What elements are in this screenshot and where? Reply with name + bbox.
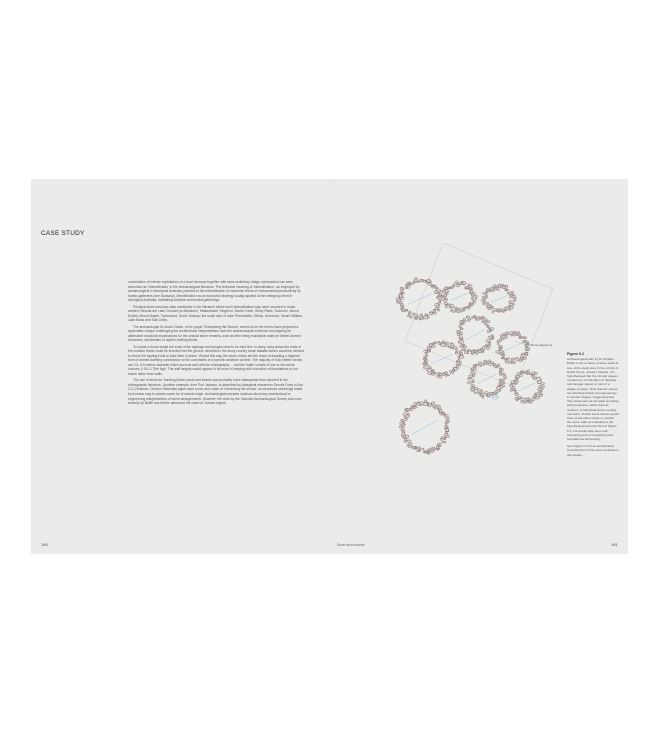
- stone: [540, 392, 542, 394]
- stone: [505, 285, 507, 288]
- stone: [496, 387, 500, 390]
- page-number-left: 190: [41, 542, 48, 547]
- stone: [474, 392, 478, 394]
- stone: [420, 279, 422, 282]
- stone: [515, 380, 518, 383]
- stone: [450, 309, 452, 312]
- stone: [429, 281, 432, 283]
- stone: [520, 356, 524, 358]
- caption-paragraph: See Figure 6.3 for an architectural reconstruction of the area enclosed in this square.: [567, 444, 619, 457]
- stone: [431, 345, 435, 347]
- stone: [467, 316, 470, 318]
- stone: [505, 358, 507, 359]
- stone: [508, 308, 510, 311]
- book-spread: [31, 179, 628, 554]
- stone: [486, 340, 489, 343]
- axis-line: [477, 374, 496, 384]
- stone: [472, 379, 474, 381]
- stone: [469, 375, 473, 377]
- stone: [469, 319, 471, 320]
- stone: [497, 288, 499, 291]
- body-text: [128, 280, 306, 407]
- stone: [440, 438, 444, 440]
- axis-line: [519, 383, 536, 391]
- stone: [509, 301, 512, 304]
- stone: [441, 297, 444, 300]
- stone: [424, 280, 426, 282]
- stone: [419, 447, 421, 450]
- stone: [480, 395, 483, 397]
- stone: [538, 377, 540, 378]
- stone: [403, 413, 407, 416]
- stone: [475, 364, 478, 366]
- stone: [535, 392, 539, 394]
- stone: [445, 344, 449, 347]
- stone: [540, 379, 542, 381]
- section-label: CASE STUDY: [41, 230, 85, 237]
- stone: [433, 309, 435, 312]
- stone: [450, 343, 454, 345]
- stone: [472, 298, 474, 300]
- stone: [444, 426, 448, 428]
- stone: [429, 283, 432, 286]
- stone: [404, 440, 407, 442]
- stone: [502, 333, 504, 335]
- stone: [445, 432, 448, 434]
- stone: [460, 345, 463, 347]
- page-number-right: 191: [611, 542, 618, 547]
- stone: [419, 318, 421, 320]
- stone: [407, 409, 409, 412]
- stone: [408, 440, 412, 443]
- stone: [475, 298, 477, 300]
- stone: [505, 336, 508, 338]
- figure-caption: [567, 352, 619, 460]
- stone: [497, 364, 500, 367]
- stone: [445, 307, 447, 308]
- stone: [485, 291, 488, 293]
- stone: [445, 289, 449, 292]
- stone: [424, 451, 426, 453]
- stone: [521, 400, 524, 403]
- stone: [422, 448, 424, 450]
- stone: [443, 373, 446, 375]
- stone: [407, 286, 409, 289]
- stone: [423, 359, 425, 360]
- stone: [463, 318, 466, 321]
- stone: [502, 357, 504, 358]
- stone: [534, 372, 537, 374]
- axis-line: [431, 354, 453, 364]
- stone: [407, 315, 411, 317]
- stone: [487, 330, 490, 333]
- stone: [400, 422, 403, 425]
- stone: [417, 281, 420, 283]
- stone: [486, 347, 490, 350]
- stone: [437, 297, 440, 299]
- stone: [505, 289, 509, 290]
- body-paragraph: To create a dome shape the ends of the saplings and boughs need to be held firm. In stony rocky areas the ends of the wooden frame could be inserted into the ground, whereas in the stony country loose basalts stones would be needed to chock the sapling ends to hold them in place. Viewed this way the stone circles are the result of adapting a regional form of domed dwelling construction to the constraints of a specific landform context. The majority of rock shelter circles are 3.0–3.5 metres diameter which accords well with the ethnography ... and the 'walls' consist of one or two stone courses, 0.50–0.75m high. The wall heights would appear to be more in keeping with a function of foundations or hut bases rather than walls.: [128, 344, 304, 377]
- stone: [416, 450, 420, 452]
- stone: [488, 343, 490, 345]
- stone: [445, 298, 447, 300]
- body-paragraph: combination of intense exploitation of a local resource together with semi-sedentary village construction has been described as 'intensification' in the archaeological literature. The technical meaning of 'intensification', as employed by archaeologists in Aboriginal Australia, pertains to the intensification of economic levels of environmental productivity by hunter-gatherers (see Glossary). Intensification as an economic strategy usually applied at the intergroup level in Aboriginal Australia, facilitating sizeable ceremonial gatherings.: [128, 280, 301, 303]
- axis-line: [491, 295, 508, 302]
- running-footer: Stone and structure: [337, 543, 365, 547]
- axis-line: [465, 330, 484, 341]
- figure-title: Figure 6.2: [567, 352, 584, 356]
- stone: [502, 369, 504, 371]
- stone: [503, 373, 505, 375]
- stone: [400, 292, 403, 293]
- stone: [497, 343, 499, 345]
- stone: [463, 344, 465, 346]
- stone: [460, 355, 464, 358]
- stone-rings: [396, 278, 545, 455]
- stone: [445, 429, 449, 432]
- stone: [539, 395, 542, 398]
- stone: [446, 417, 450, 419]
- stone: [458, 365, 461, 367]
- stone: [504, 307, 507, 310]
- stone: [435, 405, 437, 407]
- label-leader: [515, 341, 523, 344]
- stone: [437, 373, 440, 375]
- stone: [481, 317, 485, 319]
- axis-line: [450, 293, 468, 301]
- stone: [487, 302, 489, 304]
- stone: [429, 312, 433, 315]
- stone: [431, 402, 435, 405]
- stone: [408, 443, 412, 445]
- stone: [454, 307, 457, 309]
- stone: [431, 370, 434, 372]
- stone: [465, 306, 467, 308]
- stone: [407, 282, 411, 283]
- stone: [499, 383, 503, 385]
- stone: [412, 313, 414, 314]
- stone: [456, 348, 458, 350]
- stone: [488, 394, 490, 397]
- stone: [412, 446, 415, 449]
- stone: [482, 321, 486, 322]
- stone: [439, 376, 442, 379]
- stone: [444, 434, 448, 436]
- stone: [455, 281, 458, 283]
- stone: [460, 327, 462, 329]
- stone: [510, 295, 512, 298]
- stone: [484, 392, 488, 394]
- stone: [437, 375, 439, 378]
- stone: [464, 351, 467, 354]
- axis-line: [412, 420, 438, 434]
- stone: [455, 352, 458, 354]
- stone: [510, 385, 513, 387]
- stone: [513, 298, 517, 300]
- stone: [504, 377, 506, 379]
- stone: [414, 402, 417, 405]
- stone: [434, 407, 436, 409]
- stone: [511, 291, 513, 294]
- stone: [526, 348, 530, 350]
- stone: [459, 336, 462, 339]
- stone: [541, 383, 545, 385]
- stone: [443, 342, 446, 344]
- stone: [493, 285, 496, 288]
- stone: [453, 283, 455, 286]
- stone: [513, 300, 515, 302]
- stone: [492, 310, 494, 313]
- stone: [436, 293, 439, 295]
- stone: [488, 336, 492, 338]
- stone: [432, 372, 435, 374]
- body-paragraph: Principal stone structure sites mentioned in the literature where such intensification may have occurred in south-western Victoria are Lake Condah (or Allambee), Wallacedale, Kinghorn, Darlot Creek, Stony Rises, Tooloorlo, Mount Eccles, Mount Napier, Tyrendarra, Gorrie Swamp, the south side of Lake Purrumbete, Ettrick, Homerton, Mount William, Lake Bolac and Salt Creek.: [128, 304, 303, 323]
- stone: [434, 312, 437, 314]
- stone: [457, 283, 459, 285]
- stone: [424, 316, 428, 319]
- stone: [400, 419, 404, 421]
- stone: [456, 364, 458, 366]
- stone: [486, 361, 488, 364]
- stone: [425, 355, 427, 358]
- stone: [490, 362, 494, 364]
- stone: [471, 371, 474, 374]
- stone: [434, 287, 437, 288]
- stone: [496, 351, 500, 354]
- stone: [460, 340, 464, 343]
- stone: [445, 415, 449, 418]
- stone: [437, 309, 440, 311]
- stone: [469, 304, 472, 306]
- stone: [436, 445, 439, 448]
- stone: [517, 373, 521, 376]
- stone: [468, 285, 472, 288]
- stone: [434, 342, 436, 344]
- stone: [521, 353, 525, 355]
- stone: [499, 390, 501, 392]
- stone: [414, 317, 418, 319]
- stone: [424, 361, 427, 363]
- stone: [486, 344, 488, 347]
- stone: [511, 334, 513, 336]
- stone-circle-plan: [387, 237, 562, 492]
- stone: [473, 301, 476, 303]
- plan-label: Line Stone Alignment: [524, 343, 553, 347]
- stone: [457, 330, 460, 333]
- stone: [474, 387, 478, 390]
- stone: [450, 370, 452, 372]
- stone: [427, 350, 430, 352]
- stone: [428, 371, 432, 374]
- stone: [428, 366, 431, 369]
- stone: [471, 387, 473, 389]
- stone: [426, 368, 428, 371]
- stone: [487, 304, 490, 306]
- stone: [468, 350, 471, 352]
- stone: [424, 400, 426, 403]
- axis-line: [505, 343, 522, 351]
- stone: [523, 337, 526, 339]
- stone: [494, 309, 497, 312]
- stone: [420, 315, 424, 318]
- stone: [424, 363, 427, 364]
- stone: [445, 422, 448, 424]
- stone: [444, 302, 448, 305]
- stone: [471, 385, 474, 387]
- stone: [442, 441, 446, 443]
- stone: [401, 432, 405, 435]
- stone: [399, 294, 402, 297]
- stone: [494, 287, 496, 289]
- stone: [461, 349, 465, 351]
- stone: [493, 288, 495, 291]
- stone: [491, 335, 493, 336]
- stone: [486, 288, 488, 291]
- stone: [519, 336, 523, 338]
- body-paragraph: The archaeologist Dr Annie Clarke, in her paper 'Romancing the Stones', seems to be the first to have prepared a systematic critique challenging the architectural interpretations from the archaeological evidence and arguing for alternative structural explanations for the circular stone remains, such as their being foundation walls for timber-domed structures, windbreaks or depths-hunting blinds.: [128, 324, 301, 343]
- stone: [515, 358, 519, 361]
- stone: [518, 396, 521, 398]
- stone: [463, 282, 467, 285]
- stone: [407, 413, 409, 415]
- stone: [396, 297, 399, 300]
- stone: [519, 359, 521, 362]
- stone: [448, 420, 450, 422]
- stone: [489, 290, 493, 292]
- stone: [408, 445, 412, 448]
- stone: [487, 321, 491, 323]
- stone: [489, 392, 492, 394]
- stone: [414, 314, 418, 317]
- stone: [459, 325, 461, 328]
- stone: [511, 358, 514, 360]
- stone: [529, 373, 532, 375]
- stone: [513, 362, 515, 364]
- stone: [499, 379, 503, 381]
- stone: [473, 368, 476, 371]
- stone: [469, 288, 473, 290]
- stone: [446, 293, 449, 295]
- stone: [515, 397, 518, 400]
- stone: [436, 306, 440, 308]
- stone: [525, 354, 528, 356]
- gutter-shadow: [329, 179, 330, 554]
- stone: [471, 351, 473, 353]
- stone: [502, 382, 504, 384]
- stone: [491, 327, 494, 330]
- stone: [414, 407, 418, 409]
- stone: [401, 309, 403, 311]
- stone: [458, 359, 460, 361]
- stone: [423, 366, 425, 369]
- stone: [474, 315, 476, 317]
- stone: [533, 377, 537, 380]
- stone: [467, 381, 471, 384]
- stone: [475, 295, 478, 297]
- stone: [471, 316, 474, 319]
- stone: [449, 304, 451, 306]
- stone: [501, 372, 503, 375]
- stone: [528, 370, 530, 373]
- stone: [539, 386, 542, 388]
- stone: [446, 342, 448, 344]
- stone: [408, 312, 410, 314]
- body-paragraph: The use of stone for 'bonding timber posts and beams was probably more widespread than reported in the ethnographic literature. (Another example, from Port Jackson, is described by Aboriginal researcher Dennis Foley in Box 3.2.) However, Clarke's influential paper went so far as to warn of 'romancing the stones', as structures seemingly made by humans may in certain cases be of natural origin. Archaeologists became cautious about any architectural or engineering interpretations of stone arrangements. However, the work by the Victorian Archaeological Survey and more recently by Builth has further advanced the case for 'human origins'.: [128, 378, 304, 406]
- stone: [471, 295, 474, 296]
- stone: [523, 371, 526, 373]
- stone: [499, 345, 502, 347]
- stone: [484, 323, 487, 325]
- caption-paragraph: Archaeological plan by Dr Heather Builth of the remains of stone walls at one of the study sites in the vicinity of Darlot Creek, western Victoria. It is hypothesised that the circular spaces contained a combination of dwelling and storage spaces in part of a village complex. Note that the stones are distributed fairly homogeneously in circular shapes, suggesting that they functioned as hut walls providing wind protection, rather than as 'outlines' of individual timber-roofing members. Timber stone frames would have stood either inside or outside the stone walls as indicated in the hypothetical reconstruction in Figure 6.3, but would have been self-supporting and not requiring stone foundational buttressing.: [567, 357, 619, 442]
- stone: [430, 448, 432, 451]
- stone: [439, 443, 442, 446]
- stone: [424, 314, 428, 316]
- stone: [409, 284, 412, 285]
- stone: [400, 287, 403, 289]
- stone: [523, 399, 527, 402]
- stone: [485, 295, 487, 297]
